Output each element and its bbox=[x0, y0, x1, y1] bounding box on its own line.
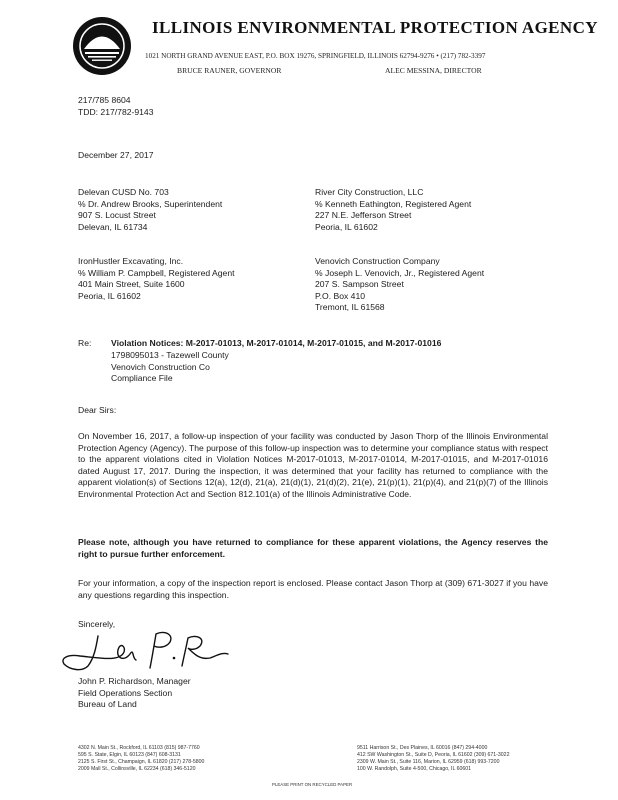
agency-address: 1021 NORTH GRAND AVENUE EAST, P.O. BOX 19276, SPRINGFIELD, ILLINOIS 62794-9276 • (217) 782-3397 bbox=[145, 52, 486, 60]
recipient-line: % Dr. Andrew Brooks, Superintendent bbox=[78, 198, 223, 209]
body-paragraph-2: Please note, although you have returned to compliance for these apparent violations, the Agency reserves the right to pursue further enforcement. bbox=[78, 537, 548, 559]
salutation: Dear Sirs: bbox=[78, 405, 117, 415]
re-label: Re: bbox=[78, 338, 92, 348]
recipient-line: 227 N.E. Jefferson Street bbox=[315, 210, 412, 221]
footer-line: 2309 W. Main St., Suite 116, Marion, IL 62959 (618) 993-7200 bbox=[357, 759, 500, 765]
recipient-line: % Joseph L. Venovich, Jr., Registered Agent bbox=[315, 267, 485, 278]
footer-line: 412 SW Washington St., Suite D, Peoria, IL 61602 (309) 671-3022 bbox=[357, 752, 510, 758]
re-line: Venovich Construction Co bbox=[111, 361, 210, 372]
signer-section: Field Operations Section bbox=[78, 687, 173, 698]
recipient-address-block bbox=[78, 256, 235, 302]
footer-line: 4302 N. Main St., Rockford, IL 61103 (815) 987-7760 bbox=[78, 745, 200, 751]
recipient-line: Delevan, IL 61734 bbox=[78, 221, 148, 232]
recipient-address-block bbox=[315, 187, 471, 233]
recipient-address-block bbox=[78, 187, 222, 233]
recipient-line: Peoria, IL 61602 bbox=[78, 290, 141, 301]
footer-line: 100 W. Randolph, Suite 4-500, Chicago, IL 60601 bbox=[357, 766, 472, 772]
closing: Sincerely, bbox=[78, 619, 116, 629]
recipient-address-block bbox=[315, 256, 484, 314]
footer-line: 595 S. State, Elgin, IL 60123 (847) 608-3131 bbox=[78, 752, 181, 758]
recipient-line: 907 S. Locust Street bbox=[78, 210, 156, 221]
footer-offices-left bbox=[78, 745, 204, 773]
phone-number: 217/785 8604 bbox=[78, 95, 131, 105]
re-details bbox=[111, 350, 229, 385]
recipient-line: Delevan CUSD No. 703 bbox=[78, 187, 169, 197]
recipient-line: Venovich Construction Company bbox=[315, 256, 440, 266]
tdd-number: TDD: 217/782-9143 bbox=[78, 107, 154, 117]
recipient-line: IronHustler Excavating, Inc. bbox=[78, 256, 184, 266]
signer-block bbox=[78, 676, 191, 711]
body-paragraph-3: For your information, a copy of the inspection report is enclosed. Please contact Jason Thorp at (309) 671-3027 if you have any questions regarding this inspection. bbox=[78, 578, 548, 600]
recipient-line: P.O. Box 410 bbox=[315, 290, 366, 301]
agency-seal-logo bbox=[72, 16, 132, 76]
footer-offices-right bbox=[357, 745, 509, 773]
signer-name: John P. Richardson, Manager bbox=[78, 676, 191, 686]
recipient-line: River City Construction, LLC bbox=[315, 187, 424, 197]
handwritten-signature bbox=[60, 628, 230, 674]
recipient-line: 207 S. Sampson Street bbox=[315, 279, 404, 290]
re-line: 1798095013 - Tazewell County bbox=[111, 350, 229, 360]
recipient-line: Peoria, IL 61602 bbox=[315, 221, 378, 232]
recipient-line: % William P. Campbell, Registered Agent bbox=[78, 267, 235, 278]
footer-line: 9511 Harrison St., Des Plaines, IL 60016 (847) 294-4000 bbox=[357, 745, 488, 751]
recipient-line: % Kenneth Eathington, Registered Agent bbox=[315, 198, 472, 209]
re-title: Violation Notices: M-2017-01013, M-2017-01014, M-2017-01015, and M-2017-01016 bbox=[111, 338, 442, 348]
footer-line: 2125 S. First St., Champaign, IL 61820 (217) 278-5800 bbox=[78, 759, 205, 765]
director-name: ALEC MESSINA, DIRECTOR bbox=[385, 66, 482, 75]
body-paragraph-1: On November 16, 2017, a follow-up inspection of your facility was conducted by Jason Thorp of the Illinois Environmental Protection Agency (Agency). The purpose of this follow-up inspection was to determine your compliance status with respect to the apparent violations cited in Violation Notices M-2017-01013, M-2017-01014, M-2017-01015, and M-2017-01016 dated August 17, 2017. During the inspection, it was determined that your facility has returned to compliance with the apparent violation(s) of Sections 12(a), 12(d), 21(a), 21(d)(1), 21(d)(2), 21(e), 21(p)(1), 21(p)(4), and 21(p)(7) of the Illinois Environmental Protection Act and Section 812.101(a) of the Illinois Administrative Code. bbox=[78, 431, 548, 499]
recipient-line: 401 Main Street, Suite 1600 bbox=[78, 279, 185, 290]
agency-name: ILLINOIS ENVIRONMENTAL PROTECTION AGENCY bbox=[152, 18, 598, 37]
re-line: Compliance File bbox=[111, 373, 173, 384]
recipient-line: Tremont, IL 61568 bbox=[315, 302, 385, 313]
recycled-paper-note: PLEASE PRINT ON RECYCLED PAPER bbox=[272, 782, 353, 787]
signer-bureau: Bureau of Land bbox=[78, 699, 137, 710]
governor-name: BRUCE RAUNER, GOVERNOR bbox=[177, 66, 282, 75]
footer-line: 2009 Mall St., Collinsville, IL 62234 (618) 346-5120 bbox=[78, 766, 196, 772]
letter-date: December 27, 2017 bbox=[78, 150, 154, 160]
